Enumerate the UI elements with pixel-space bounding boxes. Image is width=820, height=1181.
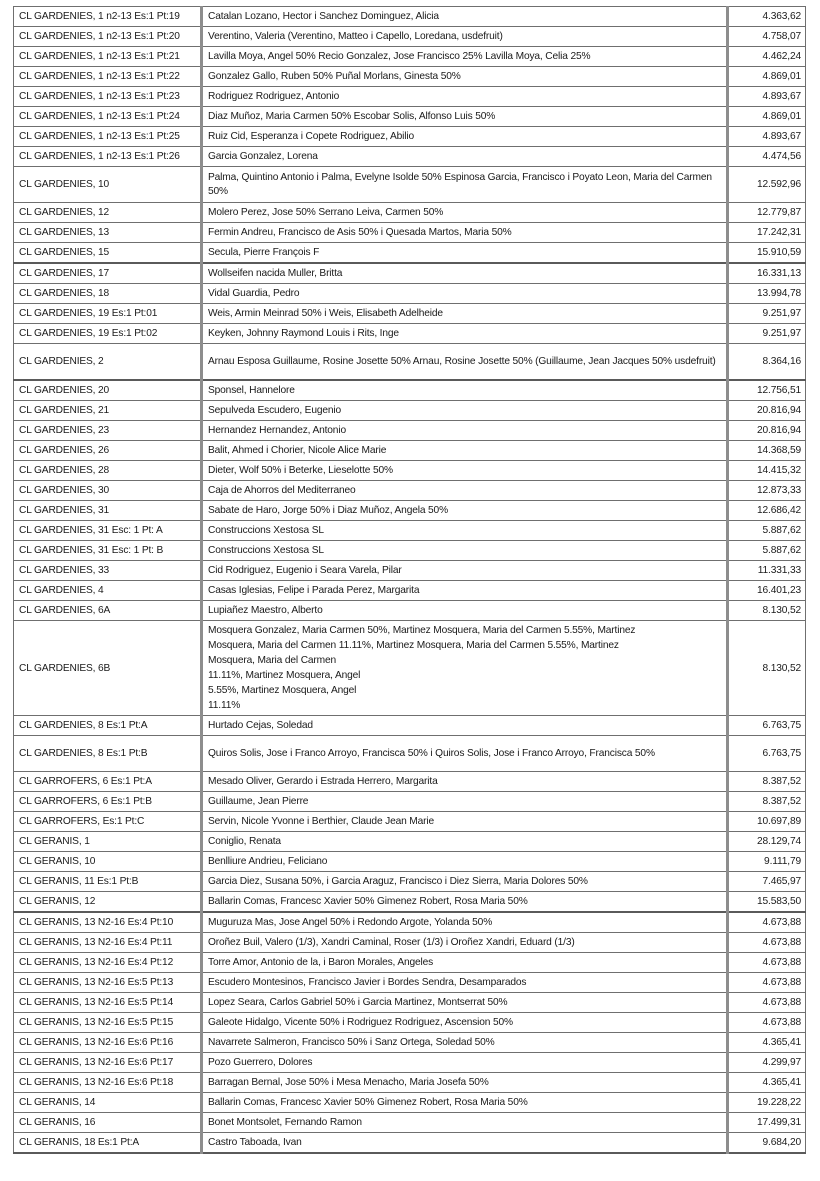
owners-cell [202, 481, 728, 501]
value-cell: 4.673,88 [728, 1013, 806, 1033]
owner-text: Mosquera Gonzalez, Maria Carmen 50%, Martinez Mosquera, Maria del Carmen 5.55%, Martinez [208, 625, 636, 636]
owners-cell [202, 380, 728, 401]
owners-cell [202, 87, 728, 107]
table-row [14, 912, 806, 933]
table-row [14, 421, 806, 441]
address-cell: CL GARDENIES, 20 [14, 380, 202, 401]
owners-cell [202, 541, 728, 561]
owners-cell [202, 421, 728, 441]
value-cell: 4.893,67 [728, 127, 806, 147]
owners-cell [202, 621, 728, 716]
table-row [14, 380, 806, 401]
address-cell: CL GARDENIES, 1 n2-13 Es:1 Pt:25 [14, 127, 202, 147]
table-row [14, 1013, 806, 1033]
table-row [14, 892, 806, 913]
table-row [14, 581, 806, 601]
address-cell: CL GERANIS, 11 Es:1 Pt:B [14, 872, 202, 892]
value-cell: 20.816,94 [728, 421, 806, 441]
owner-text: Ruiz Cid, Esperanza i Copete Rodriguez, Abilio [208, 130, 415, 142]
owner-text: Navarrete Salmeron, Francisco 50% i Sanz Ortega, Soledad 50% [208, 1036, 495, 1048]
address-cell: CL GARDENIES, 15 [14, 243, 202, 264]
address-cell: CL GARDENIES, 31 [14, 501, 202, 521]
owners-cell [202, 892, 728, 913]
owners-cell [202, 872, 728, 892]
table-row [14, 953, 806, 973]
owner-text: Verentino, Valeria (Verentino, Matteo i Capello, Loredana, usdefruit) [208, 30, 503, 42]
owner-text: Construccions Xestosa SL [208, 524, 324, 536]
value-cell: 16.401,23 [728, 581, 806, 601]
table-row [14, 716, 806, 736]
owners-cell [202, 933, 728, 953]
address-cell: CL GARDENIES, 1 n2-13 Es:1 Pt:26 [14, 147, 202, 167]
owner-text: Quiros Solis, Jose i Franco Arroyo, Francisca 50% i Quiros Solis, Jose i Franco Arroyo, Francisca 50% [208, 747, 655, 759]
address-cell: CL GARDENIES, 30 [14, 481, 202, 501]
owner-text: Benlliure Andrieu, Feliciano [208, 855, 328, 867]
address-cell: CL GARDENIES, 33 [14, 561, 202, 581]
owners-cell [202, 772, 728, 792]
owner-text: Coniglio, Renata [208, 835, 281, 847]
table-row [14, 127, 806, 147]
value-cell: 4.893,67 [728, 87, 806, 107]
value-cell: 8.364,16 [728, 344, 806, 381]
owner-text: Cid Rodriguez, Eugenio i Seara Varela, Pilar [208, 564, 402, 576]
owner-text: Vidal Guardia, Pedro [208, 287, 300, 299]
owners-cell [202, 441, 728, 461]
value-cell: 15.910,59 [728, 243, 806, 264]
owner-text: Arnau Esposa Guillaume, Rosine Josette 50% Arnau, Rosine Josette 50% (Guillaume, Jean Jacques 50% usdefruit) [208, 355, 716, 367]
owner-text: Diaz Muñoz, Maria Carmen 50% Escobar Solis, Alfonso Luis 50% [208, 110, 496, 122]
owner-text: Muguruza Mas, Jose Angel 50% i Redondo Argote, Yolanda 50% [208, 916, 493, 928]
owners-cell [202, 1033, 728, 1053]
table-row [14, 973, 806, 993]
owner-text: Pozo Guerrero, Dolores [208, 1056, 313, 1068]
value-cell: 20.816,94 [728, 401, 806, 421]
owners-cell [202, 1053, 728, 1073]
owners-cell [202, 324, 728, 344]
address-cell: CL GARROFERS, 6 Es:1 Pt:A [14, 772, 202, 792]
owner-text: Mesado Oliver, Gerardo i Estrada Herrero, Margarita [208, 775, 438, 787]
value-cell: 9.111,79 [728, 852, 806, 872]
value-cell: 12.779,87 [728, 203, 806, 223]
address-cell: CL GERANIS, 10 [14, 852, 202, 872]
address-cell: CL GARDENIES, 1 n2-13 Es:1 Pt:19 [14, 7, 202, 27]
value-cell: 28.129,74 [728, 832, 806, 852]
table-row [14, 324, 806, 344]
value-cell: 4.673,88 [728, 973, 806, 993]
value-cell: 5.887,62 [728, 521, 806, 541]
value-cell: 4.673,88 [728, 993, 806, 1013]
value-cell: 4.365,41 [728, 1073, 806, 1093]
owners-cell [202, 1073, 728, 1093]
table-row [14, 601, 806, 621]
owner-text: Wollseifen nacida Muller, Britta [208, 267, 343, 279]
address-cell: CL GARDENIES, 4 [14, 581, 202, 601]
value-cell: 4.673,88 [728, 953, 806, 973]
owner-text: Gonzalez Gallo, Ruben 50% Puñal Morlans, Ginesta 50% [208, 70, 461, 82]
table-row [14, 1053, 806, 1073]
address-cell: CL GARDENIES, 17 [14, 263, 202, 284]
owner-text: Lopez Seara, Carlos Gabriel 50% i Garcia Martinez, Montserrat 50% [208, 996, 508, 1008]
owner-text: Dieter, Wolf 50% i Beterke, Lieselotte 50% [208, 464, 393, 476]
value-cell: 9.251,97 [728, 304, 806, 324]
address-cell: CL GARDENIES, 1 n2-13 Es:1 Pt:20 [14, 27, 202, 47]
owner-text: Oroñez Buil, Valero (1/3), Xandri Caminal, Roser (1/3) i Oroñez Xandri, Eduard (1/3) [208, 936, 575, 948]
owners-cell [202, 167, 728, 203]
address-cell: CL GERANIS, 12 [14, 892, 202, 913]
table-row [14, 832, 806, 852]
owner-text: Keyken, Johnny Raymond Louis i Rits, Inge [208, 327, 399, 339]
address-cell: CL GARDENIES, 10 [14, 167, 202, 203]
table-row [14, 87, 806, 107]
owner-text: Sepulveda Escudero, Eugenio [208, 404, 342, 416]
value-cell: 17.242,31 [728, 223, 806, 243]
value-cell: 4.299,97 [728, 1053, 806, 1073]
owner-text: Catalan Lozano, Hector i Sanchez Dominguez, Alicia [208, 10, 439, 22]
owners-cell [202, 203, 728, 223]
table-row [14, 107, 806, 127]
value-cell: 12.873,33 [728, 481, 806, 501]
owner-text: 5.55%, Martinez Mosquera, Angel [208, 685, 357, 696]
owners-cell [202, 1113, 728, 1133]
table-row [14, 736, 806, 772]
address-cell: CL GERANIS, 14 [14, 1093, 202, 1113]
table-row [14, 792, 806, 812]
value-cell: 13.994,78 [728, 284, 806, 304]
table-row [14, 167, 806, 203]
value-cell: 17.499,31 [728, 1113, 806, 1133]
owners-cell [202, 147, 728, 167]
owners-cell [202, 304, 728, 324]
value-cell: 6.763,75 [728, 716, 806, 736]
owners-cell [202, 67, 728, 87]
owners-cell [202, 812, 728, 832]
address-cell: CL GARDENIES, 18 [14, 284, 202, 304]
table-row [14, 203, 806, 223]
address-cell: CL GARDENIES, 19 Es:1 Pt:01 [14, 304, 202, 324]
table-row [14, 772, 806, 792]
value-cell: 14.415,32 [728, 461, 806, 481]
table-row [14, 812, 806, 832]
table-row [14, 1093, 806, 1113]
address-cell: CL GARDENIES, 1 n2-13 Es:1 Pt:24 [14, 107, 202, 127]
address-cell: CL GERANIS, 13 N2-16 Es:6 Pt:16 [14, 1033, 202, 1053]
owners-cell [202, 601, 728, 621]
value-cell: 15.583,50 [728, 892, 806, 913]
owners-cell [202, 953, 728, 973]
owner-text: 11.11%, Martinez Mosquera, Angel [208, 670, 361, 681]
address-cell: CL GERANIS, 13 N2-16 Es:4 Pt:10 [14, 912, 202, 933]
table-row [14, 501, 806, 521]
owner-text: Sponsel, Hannelore [208, 384, 295, 396]
value-cell: 14.368,59 [728, 441, 806, 461]
owners-cell [202, 223, 728, 243]
owner-text: Lavilla Moya, Angel 50% Recio Gonzalez, Jose Francisco 25% Lavilla Moya, Celia 25% [208, 50, 591, 62]
owners-cell [202, 993, 728, 1013]
owner-text: Caja de Ahorros del Mediterraneo [208, 484, 356, 496]
owners-cell [202, 27, 728, 47]
owner-text: Ballarin Comas, Francesc Xavier 50% Gimenez Robert, Rosa Maria 50% [208, 1096, 528, 1108]
table-row [14, 284, 806, 304]
owners-cell [202, 1133, 728, 1154]
owners-cell [202, 581, 728, 601]
value-cell: 4.365,41 [728, 1033, 806, 1053]
address-cell: CL GERANIS, 13 N2-16 Es:4 Pt:12 [14, 953, 202, 973]
value-cell: 10.697,89 [728, 812, 806, 832]
table-row [14, 263, 806, 284]
owner-text: Hurtado Cejas, Soledad [208, 719, 313, 731]
address-cell: CL GERANIS, 13 N2-16 Es:5 Pt:14 [14, 993, 202, 1013]
address-cell: CL GARDENIES, 26 [14, 441, 202, 461]
owner-text: Garcia Diez, Susana 50%, i Garcia Araguz, Francisco i Diez Sierra, Maria Dolores 50% [208, 875, 588, 887]
owner-text: Bonet Montsolet, Fernando Ramon [208, 1116, 362, 1128]
value-cell: 8.387,52 [728, 772, 806, 792]
owner-text: Construccions Xestosa SL [208, 544, 324, 556]
value-cell: 4.462,24 [728, 47, 806, 67]
owner-text: Torre Amor, Antonio de la, i Baron Morales, Angeles [208, 956, 434, 968]
table-row [14, 872, 806, 892]
address-cell: CL GARDENIES, 31 Esc: 1 Pt: A [14, 521, 202, 541]
owner-text: Galeote Hidalgo, Vicente 50% i Rodriguez Rodriguez, Ascension 50% [208, 1016, 513, 1028]
table-row [14, 1133, 806, 1154]
address-cell: CL GARDENIES, 13 [14, 223, 202, 243]
value-cell: 4.869,01 [728, 67, 806, 87]
value-cell: 9.684,20 [728, 1133, 806, 1154]
property-owners-table [13, 6, 806, 1154]
owner-text: Servin, Nicole Yvonne i Berthier, Claude Jean Marie [208, 815, 435, 827]
owner-text: Sabate de Haro, Jorge 50% i Diaz Muñoz, Angela 50% [208, 504, 448, 516]
owner-text: Weis, Armin Meinrad 50% i Weis, Elisabeth Adelheide [208, 307, 443, 319]
owners-cell [202, 521, 728, 541]
owner-text: Secula, Pierre François F [208, 246, 320, 258]
value-cell: 6.763,75 [728, 736, 806, 772]
address-cell: CL GERANIS, 16 [14, 1113, 202, 1133]
value-cell: 9.251,97 [728, 324, 806, 344]
address-cell: CL GARDENIES, 31 Esc: 1 Pt: B [14, 541, 202, 561]
table-row [14, 521, 806, 541]
table-row [14, 481, 806, 501]
owners-cell [202, 243, 728, 264]
table-row [14, 993, 806, 1013]
value-cell: 8.130,52 [728, 601, 806, 621]
owners-cell [202, 832, 728, 852]
owner-text: Mosquera, Maria del Carmen 11.11%, Martinez Mosquera, Maria del Carmen 5.55%, Martinez [208, 640, 619, 651]
owners-cell [202, 344, 728, 381]
value-cell: 8.387,52 [728, 792, 806, 812]
address-cell: CL GARDENIES, 1 n2-13 Es:1 Pt:22 [14, 67, 202, 87]
owners-cell [202, 792, 728, 812]
table-row [14, 852, 806, 872]
owner-text: Rodriguez Rodriguez, Antonio [208, 90, 340, 102]
owner-text: Garcia Gonzalez, Lorena [208, 150, 318, 162]
address-cell: CL GERANIS, 13 N2-16 Es:5 Pt:15 [14, 1013, 202, 1033]
value-cell: 12.592,96 [728, 167, 806, 203]
owners-cell [202, 7, 728, 27]
owner-text: Castro Taboada, Ivan [208, 1136, 302, 1148]
owners-cell [202, 561, 728, 581]
table-row [14, 933, 806, 953]
address-cell: CL GERANIS, 18 Es:1 Pt:A [14, 1133, 202, 1154]
value-cell: 4.673,88 [728, 933, 806, 953]
table-row [14, 147, 806, 167]
table-body [14, 7, 806, 1154]
value-cell: 5.887,62 [728, 541, 806, 561]
value-cell: 4.363,62 [728, 7, 806, 27]
value-cell: 4.673,88 [728, 912, 806, 933]
owner-text: Molero Perez, Jose 50% Serrano Leiva, Carmen 50% [208, 206, 444, 218]
value-cell: 8.130,52 [728, 621, 806, 716]
owner-text: Barragan Bernal, Jose 50% i Mesa Menacho, Maria Josefa 50% [208, 1076, 489, 1088]
table-row [14, 441, 806, 461]
owner-text: Fermin Andreu, Francisco de Asis 50% i Quesada Martos, Maria 50% [208, 226, 512, 238]
address-cell: CL GARDENIES, 2 [14, 344, 202, 381]
owners-cell [202, 401, 728, 421]
owner-text: 11.11% [208, 700, 241, 711]
address-cell: CL GARDENIES, 1 n2-13 Es:1 Pt:21 [14, 47, 202, 67]
table-row [14, 344, 806, 381]
address-cell: CL GARDENIES, 12 [14, 203, 202, 223]
owner-text: Guillaume, Jean Pierre [208, 795, 309, 807]
address-cell: CL GARDENIES, 19 Es:1 Pt:02 [14, 324, 202, 344]
owners-cell [202, 852, 728, 872]
owner-text: Ballarin Comas, Francesc Xavier 50% Gimenez Robert, Rosa Maria 50% [208, 895, 528, 907]
owner-text: Lupiañez Maestro, Alberto [208, 604, 323, 616]
table-row [14, 541, 806, 561]
owners-cell [202, 736, 728, 772]
value-cell: 4.869,01 [728, 107, 806, 127]
owners-cell [202, 107, 728, 127]
owners-cell [202, 284, 728, 304]
address-cell: CL GARDENIES, 6A [14, 601, 202, 621]
table-row [14, 47, 806, 67]
address-cell: CL GERANIS, 13 N2-16 Es:6 Pt:17 [14, 1053, 202, 1073]
address-cell: CL GERANIS, 1 [14, 832, 202, 852]
table-row [14, 7, 806, 27]
table-row [14, 223, 806, 243]
owners-cell [202, 47, 728, 67]
owner-text: Escudero Montesinos, Francisco Javier i Bordes Sendra, Desamparados [208, 976, 527, 988]
value-cell: 7.465,97 [728, 872, 806, 892]
owners-cell [202, 1093, 728, 1113]
address-cell: CL GARDENIES, 28 [14, 461, 202, 481]
owners-cell [202, 127, 728, 147]
owner-text: Hernandez Hernandez, Antonio [208, 424, 346, 436]
address-cell: CL GARDENIES, 8 Es:1 Pt:B [14, 736, 202, 772]
address-cell: CL GARDENIES, 23 [14, 421, 202, 441]
table-row [14, 561, 806, 581]
value-cell: 4.758,07 [728, 27, 806, 47]
owners-cell [202, 716, 728, 736]
table-row [14, 401, 806, 421]
owners-cell [202, 263, 728, 284]
table-row [14, 1073, 806, 1093]
address-cell: CL GARDENIES, 8 Es:1 Pt:A [14, 716, 202, 736]
address-cell: CL GERANIS, 13 N2-16 Es:5 Pt:13 [14, 973, 202, 993]
owner-text: Balit, Ahmed i Chorier, Nicole Alice Marie [208, 444, 387, 456]
table-row [14, 27, 806, 47]
table-row [14, 67, 806, 87]
address-cell: CL GERANIS, 13 N2-16 Es:4 Pt:11 [14, 933, 202, 953]
value-cell: 4.474,56 [728, 147, 806, 167]
owners-cell [202, 912, 728, 933]
owners-cell [202, 501, 728, 521]
value-cell: 16.331,13 [728, 263, 806, 284]
value-cell: 12.686,42 [728, 501, 806, 521]
owners-cell [202, 461, 728, 481]
table-row [14, 304, 806, 324]
address-cell: CL GARDENIES, 21 [14, 401, 202, 421]
owner-text: Mosquera, Maria del Carmen [208, 655, 337, 666]
address-cell: CL GARROFERS, 6 Es:1 Pt:B [14, 792, 202, 812]
owner-text: Casas Iglesias, Felipe i Parada Perez, Margarita [208, 584, 420, 596]
table-row [14, 243, 806, 264]
value-cell: 19.228,22 [728, 1093, 806, 1113]
owner-text: Palma, Quintino Antonio i Palma, Evelyne Isolde 50% Espinosa Garcia, Francisco i Poyato Leon, Maria del Carmen 50% [208, 172, 712, 197]
value-cell: 11.331,33 [728, 561, 806, 581]
address-cell: CL GERANIS, 13 N2-16 Es:6 Pt:18 [14, 1073, 202, 1093]
table-row [14, 1033, 806, 1053]
address-cell: CL GARDENIES, 1 n2-13 Es:1 Pt:23 [14, 87, 202, 107]
table-row [14, 621, 806, 716]
address-cell: CL GARDENIES, 6B [14, 621, 202, 716]
address-cell: CL GARROFERS, Es:1 Pt:C [14, 812, 202, 832]
owners-cell [202, 1013, 728, 1033]
owners-cell [202, 973, 728, 993]
value-cell: 12.756,51 [728, 380, 806, 401]
table-row [14, 1113, 806, 1133]
table-row [14, 461, 806, 481]
